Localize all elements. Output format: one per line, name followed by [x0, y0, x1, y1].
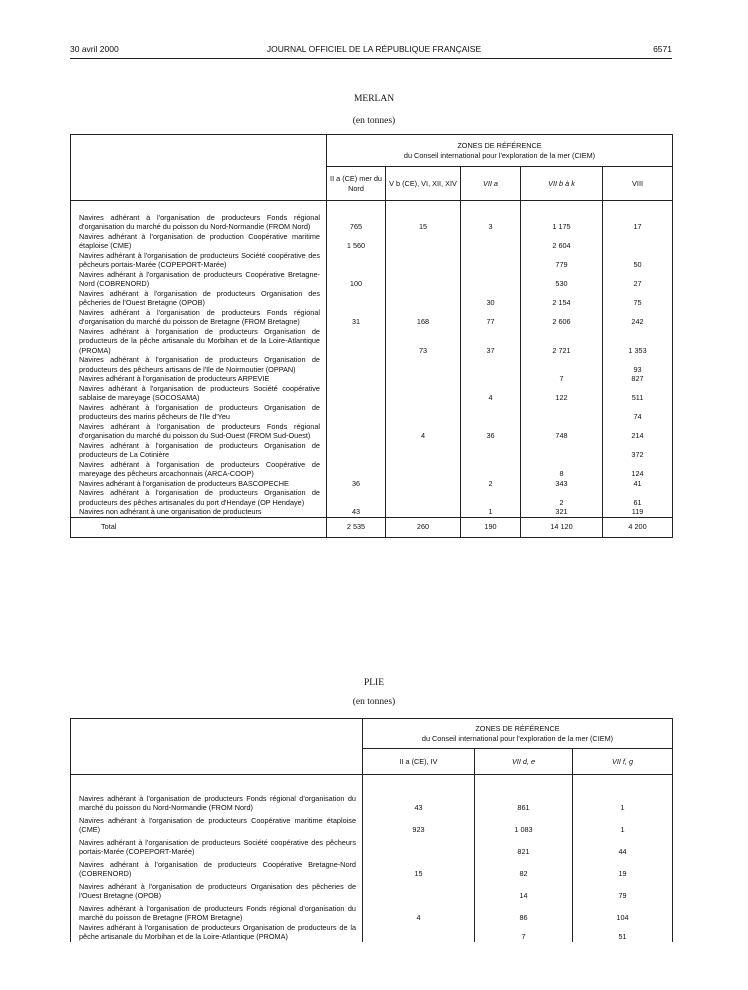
table-row	[71, 460, 673, 479]
table-row	[71, 813, 673, 835]
cell-value	[386, 441, 461, 460]
merlan-title: MERLAN	[353, 94, 395, 104]
merlan-zones-subtitle: du Conseil international pour l'exploration de la mer (CIEM)	[403, 150, 596, 160]
cell-value	[461, 441, 521, 460]
table-row	[71, 422, 673, 441]
cell-value	[327, 289, 386, 308]
table-row	[71, 923, 673, 942]
table-row	[71, 270, 673, 289]
cell-value: 1	[573, 813, 673, 835]
cell-value: 44	[573, 835, 673, 857]
cell-value: 2 606	[521, 308, 603, 327]
cell-value	[461, 460, 521, 479]
header-page-number: 6571	[653, 44, 672, 54]
table-row	[71, 308, 673, 327]
table-row	[71, 251, 673, 270]
cell-value: 1 353	[603, 327, 673, 356]
row-label: Navires adhérant à l'organisation de producteurs Fonds régional d'organisation du marché du poisson du Nord-Normandie (FROM Nord)	[79, 212, 320, 231]
cell-value: 122	[521, 384, 603, 403]
header-journal-title: JOURNAL OFFICIEL DE LA RÉPUBLIQUE FRANÇAISE	[266, 44, 482, 54]
total-row	[71, 517, 673, 537]
cell-value: 861	[475, 791, 573, 813]
cell-value	[521, 355, 603, 374]
cell-value: 2 604	[521, 232, 603, 251]
table-row	[71, 857, 673, 879]
row-label: Navires adhérant à l'organisation de producteurs Fonds régional d'organisation du marché du poisson du Nord-Normandie (FROM Nord)	[79, 793, 356, 812]
row-label: Navires adhérant à l'organisation de producteurs Organisation de producteurs des pêches artisanales du port d'Hendaye (OP Hendaye)	[79, 488, 320, 507]
cell-value: 1	[573, 791, 673, 813]
cell-value: 923	[363, 813, 475, 835]
cell-value: 100	[327, 270, 386, 289]
cell-value: 168	[386, 308, 461, 327]
cell-value: 4	[386, 422, 461, 441]
cell-value: 75	[603, 289, 673, 308]
cell-value: 119	[603, 507, 673, 517]
table-row	[71, 507, 673, 517]
cell-value	[327, 384, 386, 403]
header-rule	[70, 58, 672, 59]
row-label: Navires adhérant à l'organisation de producteurs Organisation de producteurs de la pêche artisanale du Morbihan et de la Loire-Atlantique (PROMA)	[79, 922, 356, 941]
cell-value: 8	[521, 460, 603, 479]
plie-zones-header	[363, 719, 673, 749]
cell-value	[327, 403, 386, 422]
cell-value	[327, 422, 386, 441]
plie-col-header: VII d, e	[475, 749, 573, 775]
cell-value: 242	[603, 308, 673, 327]
row-label: Navires adhérant à l'organisation de producteurs Organisation des pêcheries de l'Ouest Bretagne (OPOB)	[79, 881, 356, 900]
cell-value: 82	[475, 857, 573, 879]
cell-value	[386, 289, 461, 308]
cell-value: 765	[327, 213, 386, 232]
cell-value: 3	[461, 213, 521, 232]
cell-value: 79	[573, 879, 673, 901]
table-row	[71, 488, 673, 507]
merlan-zones-title: ZONES DE RÉFÉRENCE	[457, 141, 542, 150]
cell-value: 2	[521, 488, 603, 507]
cell-value: 43	[363, 791, 475, 813]
row-label: Navires adhérant à l'organisation de producteurs Organisation de producteurs des pêcheurs artisans de l'Ile de Noirmoutier (OPPAN)	[79, 355, 320, 374]
cell-value	[386, 251, 461, 270]
cell-value	[521, 403, 603, 422]
row-label: Navires adhérant à l'organisation de producteurs BASCOPECHE	[79, 478, 289, 488]
cell-value: 779	[521, 251, 603, 270]
cell-value	[327, 441, 386, 460]
cell-value	[327, 355, 386, 374]
cell-value: 14	[475, 879, 573, 901]
row-label: Navires adhérant à l'organisation de producteurs Organisation de producteurs de La Cotinière	[79, 440, 320, 459]
cell-value: 1	[461, 507, 521, 517]
header-date: 30 avril 2000	[70, 44, 119, 54]
row-label: Navires adhérant à l'organisation de producteurs Coopérative de mareyage des pêcheurs arcachonnais (ARCA-COOP)	[79, 459, 320, 478]
cell-value: 86	[475, 901, 573, 923]
cell-value	[461, 374, 521, 384]
cell-value: 214	[603, 422, 673, 441]
table-row	[71, 791, 673, 813]
table-row	[71, 479, 673, 489]
merlan-col-header: VII a	[461, 167, 521, 201]
cell-value	[461, 232, 521, 251]
table-row	[71, 327, 673, 356]
cell-value: 511	[603, 384, 673, 403]
cell-value: 17	[603, 213, 673, 232]
cell-value: 748	[521, 422, 603, 441]
cell-value: 61	[603, 488, 673, 507]
cell-value	[461, 488, 521, 507]
plie-col-header: II a (CE), IV	[363, 749, 475, 775]
cell-value	[386, 270, 461, 289]
cell-value	[327, 327, 386, 356]
cell-value: 37	[461, 327, 521, 356]
cell-value	[363, 923, 475, 942]
cell-value	[386, 488, 461, 507]
row-label: Navires adhérant à l'organisation de producteurs Organisation des pêcheries de l'Ouest Bretagne (OPOB)	[79, 288, 320, 307]
cell-value: 43	[327, 507, 386, 517]
table-row	[71, 879, 673, 901]
cell-value: 4	[363, 901, 475, 923]
cell-value: 343	[521, 479, 603, 489]
cell-value	[327, 460, 386, 479]
cell-value	[603, 232, 673, 251]
cell-value: 372	[603, 441, 673, 460]
merlan-col-header: VIII	[603, 167, 673, 201]
cell-value: 530	[521, 270, 603, 289]
merlan-col-header: II a (CE) mer du Nord	[327, 167, 386, 201]
cell-value: 27	[603, 270, 673, 289]
cell-value: 36	[327, 479, 386, 489]
plie-zones-subtitle: du Conseil international pour l'exploration de la mer (CIEM)	[421, 733, 614, 743]
cell-value: 821	[475, 835, 573, 857]
cell-value: 77	[461, 308, 521, 327]
total-value: 4 200	[603, 517, 673, 537]
cell-value: 19	[573, 857, 673, 879]
table-row	[71, 384, 673, 403]
plie-title: PLIE	[363, 678, 385, 688]
cell-value: 1 175	[521, 213, 603, 232]
cell-value: 74	[603, 403, 673, 422]
row-label: Navires adhérant à l'organisation de producteurs Société coopérative sablaise de mareyage (SOCOSAMA)	[79, 383, 320, 402]
table-row	[71, 232, 673, 251]
cell-value: 31	[327, 308, 386, 327]
cell-value: 4	[461, 384, 521, 403]
row-label: Navires adhérant à l'organisation de producteurs Fonds régional d'organisation du marché du poisson de Bretagne (FROM Bretagne)	[79, 903, 356, 922]
cell-value	[461, 270, 521, 289]
cell-value	[461, 355, 521, 374]
table-row	[71, 403, 673, 422]
cell-value	[386, 460, 461, 479]
table-row	[71, 374, 673, 384]
cell-value: 2 721	[521, 327, 603, 356]
table-row	[71, 441, 673, 460]
row-label: Navires adhérant à l'organisation de producteurs Coopérative maritime étaploise (CME)	[79, 815, 356, 834]
cell-value	[386, 479, 461, 489]
total-value: 14 120	[521, 517, 603, 537]
row-label: Navires adhérant à l'organisation de producteurs Société coopérative des pêcheurs portais-Marée (COPEPORT-Marée)	[79, 837, 356, 856]
merlan-col-header: VII b à k	[521, 167, 603, 201]
cell-value: 827	[603, 374, 673, 384]
cell-value: 124	[603, 460, 673, 479]
plie-zones-title: ZONES DE RÉFÉRENCE	[475, 724, 560, 733]
row-label: Navires adhérant à l'organisation de producteurs Société coopérative des pêcheurs portais-Marée (COPEPORT-Marée)	[79, 250, 320, 269]
cell-value	[386, 232, 461, 251]
row-label: Navires adhérant à l'organisation de producteurs Organisation de producteurs des marins pêcheurs de l'Ile d'Yeu	[79, 402, 320, 421]
cell-value: 50	[603, 251, 673, 270]
cell-value	[386, 374, 461, 384]
row-label: Navires adhérant à l'organisation de producteurs Fonds régional d'organisation du marché du poisson du Sud-Ouest (FROM Sud-Ouest)	[79, 421, 320, 440]
cell-value: 51	[573, 923, 673, 942]
total-value: 190	[461, 517, 521, 537]
row-label: Navires adhérant à l'organisation de producteurs ARPEVIE	[79, 374, 270, 383]
cell-value: 15	[363, 857, 475, 879]
merlan-col-header: V b (CE), VI, XII, XIV	[386, 167, 461, 201]
cell-value: 1 560	[327, 232, 386, 251]
row-label: Navires adhérant à l'organisation de producteurs Organisation de producteurs de la pêche artisanale du Morbihan et de la Loire-Atlantique (PROMA)	[79, 326, 320, 355]
table-row	[71, 835, 673, 857]
cell-value: 1 083	[475, 813, 573, 835]
total-label: Total	[101, 522, 117, 532]
total-value: 260	[386, 517, 461, 537]
cell-value	[363, 879, 475, 901]
merlan-unit: (en tonnes)	[352, 116, 396, 126]
cell-value	[461, 251, 521, 270]
cell-value	[386, 384, 461, 403]
plie-table	[70, 718, 673, 942]
merlan-table	[70, 134, 673, 538]
plie-unit: (en tonnes)	[352, 697, 396, 707]
cell-value: 321	[521, 507, 603, 517]
row-label: Navires adhérant à l'organisation de production Coopérative maritime étaploise (CME)	[79, 231, 320, 250]
cell-value: 104	[573, 901, 673, 923]
cell-value	[327, 374, 386, 384]
row-label: Navires non adhérant à une organisation de producteurs	[79, 507, 262, 516]
cell-value	[386, 403, 461, 422]
merlan-zones-header	[327, 135, 673, 167]
row-label: Navires adhérant à l'organisation de producteurs Coopérative Bretagne-Nord (COBRENORD)	[79, 859, 356, 878]
cell-value: 15	[386, 213, 461, 232]
cell-value	[363, 835, 475, 857]
cell-value	[327, 251, 386, 270]
cell-value: 73	[386, 327, 461, 356]
cell-value: 30	[461, 289, 521, 308]
cell-value: 36	[461, 422, 521, 441]
cell-value: 2 154	[521, 289, 603, 308]
cell-value	[386, 355, 461, 374]
table-row	[71, 289, 673, 308]
cell-value: 41	[603, 479, 673, 489]
cell-value: 7	[475, 923, 573, 942]
cell-value: 2	[461, 479, 521, 489]
cell-value	[461, 403, 521, 422]
cell-value	[386, 507, 461, 517]
table-row	[71, 901, 673, 923]
cell-value: 93	[603, 355, 673, 374]
row-label: Navires adhérant à l'organisation de producteurs Coopérative Bretagne-Nord (COBRENORD)	[79, 269, 320, 288]
plie-col-header: VII f, g	[573, 749, 673, 775]
total-value: 2 535	[327, 517, 386, 537]
table-row	[71, 355, 673, 374]
row-label: Navires adhérant à l'organisation de producteurs Fonds régional d'organisation du marché du poisson de Bretagne (FROM Bretagne)	[79, 307, 320, 326]
table-row	[71, 213, 673, 232]
cell-value	[327, 488, 386, 507]
cell-value: 7	[521, 374, 603, 384]
cell-value	[521, 441, 603, 460]
